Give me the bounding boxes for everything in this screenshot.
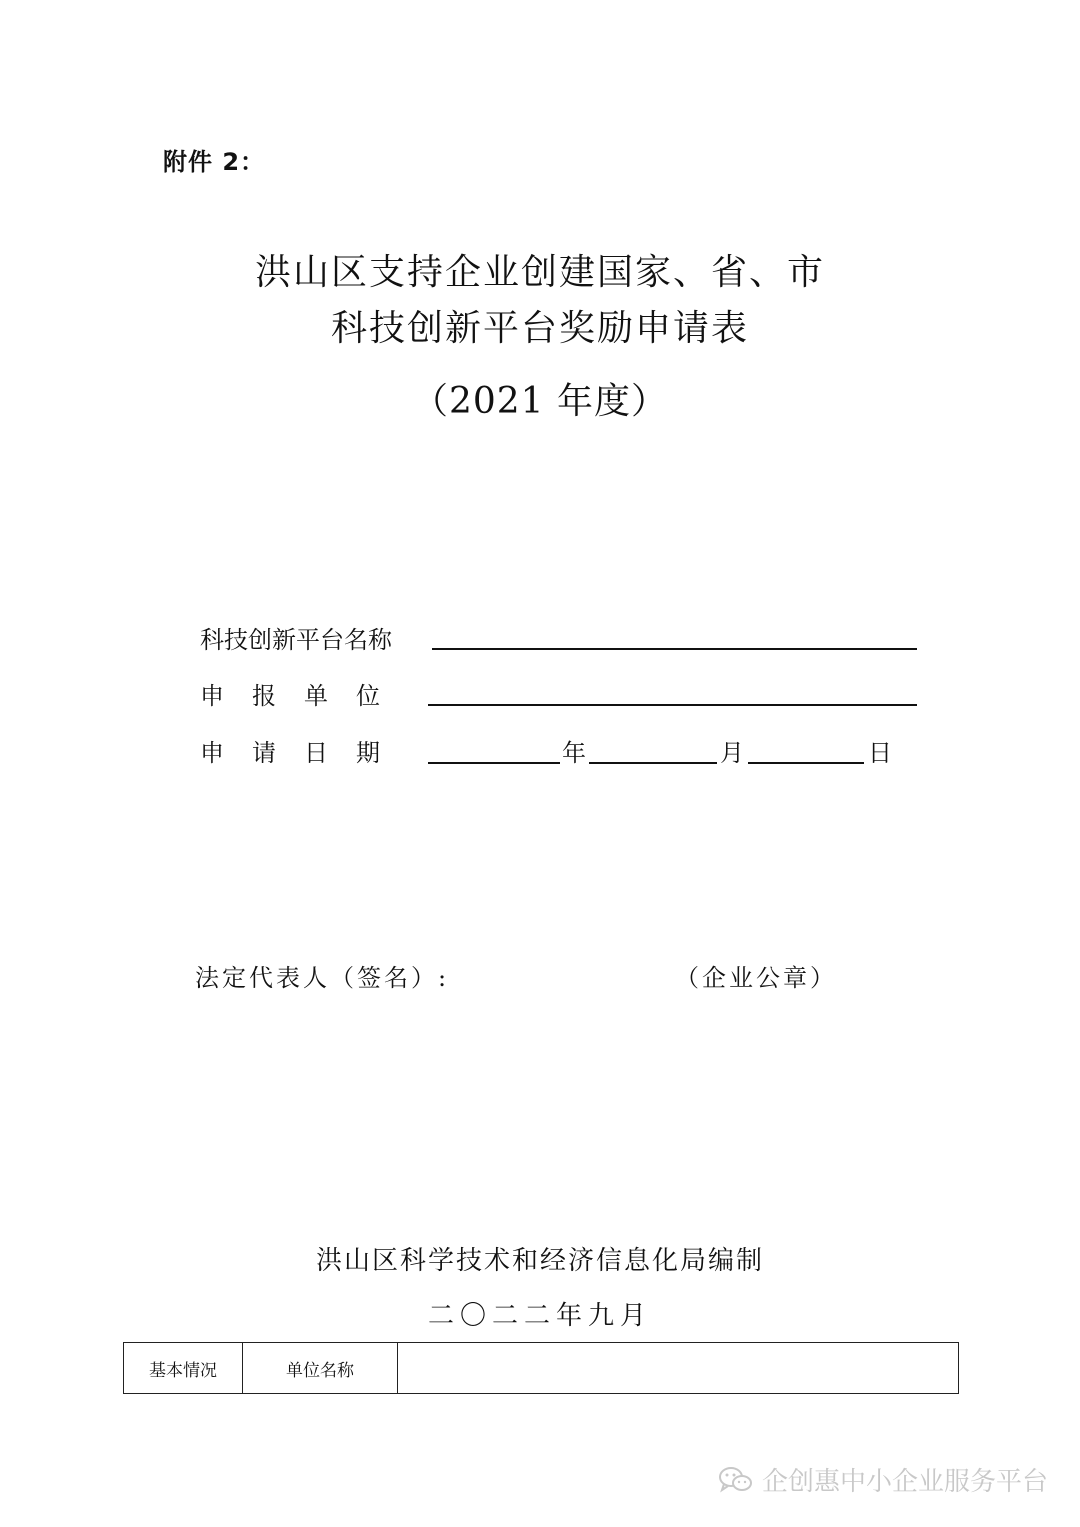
watermark-text: 企创惠中小企业服务平台 (761, 1467, 1048, 1497)
applicant-label: 申报单位 (200, 682, 408, 710)
form-title-line-1: 洪山区支持企业创建国家、省、市 (254, 252, 825, 293)
platform-name-label: 科技创新平台名称 (200, 626, 392, 654)
date-label: 申请日期 (200, 739, 408, 767)
unit-name-label-cell: 单位名称 (243, 1343, 398, 1394)
unit-name-value-cell[interactable] (398, 1343, 959, 1394)
basic-info-table (123, 1342, 959, 1394)
date-day-line[interactable] (748, 762, 864, 764)
form-year: （2021 年度） (411, 381, 669, 422)
attachment-label: 附件 2： (163, 148, 266, 176)
year-unit: 年 (562, 739, 586, 767)
legal-rep-signature-label: 法定代表人（签名）: (195, 964, 450, 992)
day-unit: 日 (868, 739, 892, 767)
wechat-icon (718, 1465, 754, 1495)
company-seal-label: （企业公章） (675, 964, 837, 992)
compiler-label: 洪山区科学技术和经济信息化局编制 (315, 1246, 764, 1276)
month-unit: 月 (720, 739, 744, 767)
watermark (718, 1461, 1048, 1498)
table-row (124, 1343, 959, 1394)
platform-name-line[interactable] (432, 648, 917, 650)
applicant-line[interactable] (428, 704, 917, 706)
date-year-line[interactable] (428, 762, 560, 764)
basic-info-section-cell: 基本情况 (124, 1343, 243, 1394)
issue-date: 二〇二二年九月 (427, 1301, 652, 1331)
date-month-line[interactable] (589, 762, 717, 764)
form-title-line-2: 科技创新平台奖励申请表 (330, 308, 749, 349)
